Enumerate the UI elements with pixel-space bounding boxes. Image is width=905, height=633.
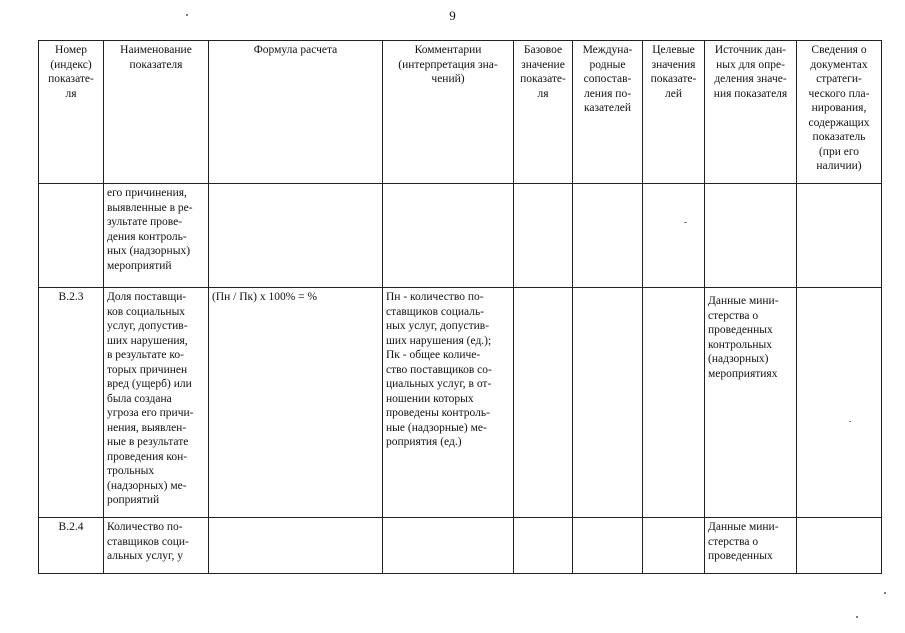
scan-speck: [856, 616, 858, 618]
header-documents: Сведения о документах стратеги- ческого пла- нирования, содержащих показатель (при его наличии): [797, 41, 882, 184]
header-row: [39, 41, 882, 184]
header-formula: Формула расчета: [209, 41, 383, 184]
cell-source: Данные мини- стерства о проведенных контрольных (надзорных) мероприятиях: [705, 288, 797, 518]
cell-target: [643, 184, 705, 288]
cell-source: [705, 184, 797, 288]
cell-base-value: [514, 184, 573, 288]
indicators-table: [38, 40, 882, 574]
header-international: Междуна- родные сопостав- ления по- казателей: [573, 41, 643, 184]
table-row: [39, 184, 882, 288]
cell-target: [643, 288, 705, 518]
header-name: Наименование показателя: [104, 41, 209, 184]
cell-international: [573, 288, 643, 518]
header-base-value: Базовое значение показате- ля: [514, 41, 573, 184]
table-row: [39, 288, 882, 518]
header-comments: Комментарии (интерпретация зна- чений): [383, 41, 514, 184]
cell-international: [573, 518, 643, 574]
cell-name: Количество по- ставщиков соци- альных услуг, у: [104, 518, 209, 574]
cell-name: его причинения, выявленные в ре- зультате прове- дения контроль- ных (надзорных) мероприятий: [104, 184, 209, 288]
cell-number: В.2.4: [39, 518, 104, 574]
cell-formula: [209, 184, 383, 288]
header-source: Источник дан- ных для опре- деления значе- ния показателя: [705, 41, 797, 184]
header-number: Номер (индекс) показате- ля: [39, 41, 104, 184]
scan-speck: [849, 421, 851, 422]
cell-comments: [383, 518, 514, 574]
cell-name: Доля поставщи- ков социальных услуг, допустив- ших нарушения, в результате ко- торых причинен вред (ущерб) или была создана угроза его причи- нения, выявлен- ные в результате проведения кон- трольных (надзорных) ме- роприятий: [104, 288, 209, 518]
scan-speck: [684, 222, 687, 223]
cell-target: [643, 518, 705, 574]
cell-comments: [383, 184, 514, 288]
cell-comments: Пн - количество по- ставщиков социаль- ных услуг, допустив- ших нарушения (ед.); Пк - общее количе- ство поставщиков со- циальных услуг, в от- ношении которых проведены контроль- ные (надзорные) ме- роприятия (ед.): [383, 288, 514, 518]
table-row: [39, 518, 882, 574]
scan-speck: [884, 592, 886, 594]
cell-documents: [797, 518, 882, 574]
cell-formula: [209, 518, 383, 574]
header-target: Целевые значения показате- лей: [643, 41, 705, 184]
cell-base-value: [514, 518, 573, 574]
cell-documents: [797, 184, 882, 288]
scan-speck: [186, 14, 188, 16]
cell-number: В.2.3: [39, 288, 104, 518]
cell-base-value: [514, 288, 573, 518]
cell-documents: [797, 288, 882, 518]
cell-number: [39, 184, 104, 288]
cell-formula: (Пн / Пк) x 100% = %: [209, 288, 383, 518]
cell-source: Данные мини- стерства о проведенных: [705, 518, 797, 574]
page-number: 9: [449, 8, 456, 23]
cell-international: [573, 184, 643, 288]
